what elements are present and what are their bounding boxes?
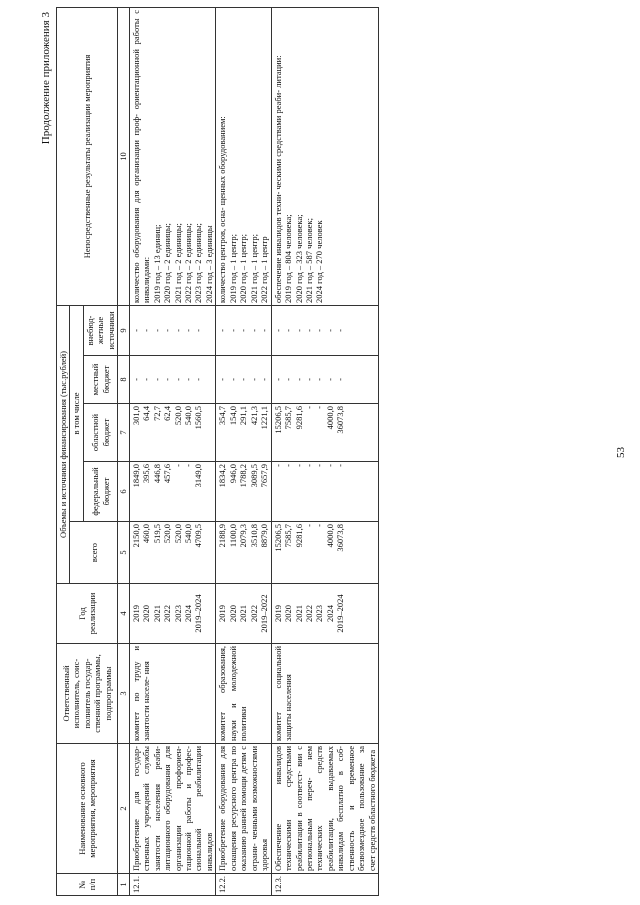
- federal-cell: [271, 462, 379, 522]
- result-line: 2020 год – 323 человека;: [293, 214, 304, 303]
- total-cell-value: 4709,5: [193, 524, 204, 548]
- extra-budget-cell-value: -: [272, 329, 283, 332]
- extra-budget-cell-value: -: [238, 329, 249, 332]
- column-number: 9: [118, 305, 129, 355]
- header-number: № п/п: [57, 874, 118, 896]
- year-cell: [271, 584, 379, 644]
- year-cell-value: 2019–2022: [259, 594, 270, 633]
- year-cell: [129, 584, 216, 644]
- total-cell-value: 520,0: [172, 524, 183, 544]
- regional-cell-value: 15206,5: [272, 406, 283, 434]
- year-cell-value: 2019: [130, 605, 141, 622]
- year-cell: [216, 584, 271, 644]
- local-cell-value: -: [293, 378, 304, 381]
- federal-cell-value: -: [324, 464, 335, 467]
- federal-cell-value: 395,6: [141, 464, 152, 484]
- year-cell-value: 2021: [293, 605, 304, 622]
- regional-cell: [216, 404, 271, 462]
- regional-cell-value: 9281,6: [293, 406, 304, 430]
- regional-cell-value: 540,0: [182, 406, 193, 426]
- year-cell-value: 2022: [303, 605, 314, 622]
- federal-cell-value: 3089,5: [248, 464, 259, 488]
- regional-cell: [129, 404, 216, 462]
- extra-budget-cell-value: -: [162, 329, 173, 332]
- result-line: 2019 год – 1 центр;: [227, 234, 238, 303]
- regional-cell-value: 4000,0: [324, 406, 335, 430]
- measure-executor: комитет социальной защиты населения: [271, 644, 379, 744]
- result-line: 2021 год – 2 единицы;: [172, 223, 183, 303]
- year-cell-value: 2022: [248, 605, 259, 622]
- column-number: 10: [118, 7, 129, 305]
- extra-budget-cell: [216, 305, 271, 355]
- regional-cell-value: 36073,8: [335, 406, 346, 434]
- result-heading: количество центров, осна- щенных оборудованием:: [217, 116, 228, 303]
- column-number: 2: [118, 744, 129, 874]
- result-line: 2021 год – 1 центр;: [248, 234, 259, 303]
- local-cell-value: -: [272, 378, 283, 381]
- extra-budget-cell-value: -: [130, 329, 141, 332]
- year-cell-value: 2020: [141, 605, 152, 622]
- federal-cell-value: 457,6: [162, 464, 173, 484]
- header-financing: Объемы и источники финансирования (тыс.рублей): [57, 305, 70, 583]
- measure-number: 12.3.: [271, 874, 379, 896]
- total-cell-value: 520,0: [162, 524, 173, 544]
- regional-cell-value: 301,0: [130, 406, 141, 426]
- federal-cell-value: 446,8: [151, 464, 162, 484]
- extra-budget-cell-value: -: [217, 329, 228, 332]
- result-cell: [216, 7, 271, 305]
- total-cell-value: -: [303, 524, 314, 527]
- total-cell-value: 4000,0: [324, 524, 335, 548]
- total-cell-value: 8879,0: [259, 524, 270, 548]
- result-heading: количество оборудования для организации проф- ориентационной работы с инвалидами:: [130, 9, 152, 303]
- total-cell-value: -: [314, 524, 325, 527]
- local-cell-value: -: [238, 378, 249, 381]
- appendix-continuation-label: Продолжение приложения 3: [40, 12, 52, 145]
- federal-cell-value: -: [293, 464, 304, 467]
- total-cell: [129, 522, 216, 584]
- regional-cell-value: 64,4: [141, 406, 152, 421]
- extra-budget-cell-value: -: [151, 329, 162, 332]
- extra-budget-cell-value: -: [303, 329, 314, 332]
- total-cell-value: 460,0: [141, 524, 152, 544]
- local-cell: [129, 356, 216, 404]
- regional-cell-value: 520,0: [172, 406, 183, 426]
- column-number: 1: [118, 874, 129, 896]
- total-cell-value: 9281,6: [293, 524, 304, 548]
- federal-cell-value: 3149,0: [193, 464, 204, 488]
- extra-budget-cell-value: -: [324, 329, 335, 332]
- extra-budget-cell-value: -: [259, 329, 270, 332]
- column-number: 8: [118, 356, 129, 404]
- extra-budget-cell-value: -: [314, 329, 325, 332]
- column-number: 5: [118, 522, 129, 584]
- result-line: 2024 год – 3 единицы: [203, 225, 214, 303]
- local-cell-value: -: [324, 378, 335, 381]
- federal-cell-value: -: [314, 464, 325, 467]
- federal-cell-value: 946,0: [227, 464, 238, 484]
- program-measures-table: [56, 7, 379, 896]
- local-cell-value: -: [248, 378, 259, 381]
- federal-cell-value: 1834,2: [217, 464, 228, 488]
- regional-cell-value: 154,0: [227, 406, 238, 426]
- measure-executor: комитет по труду и занятости населе- ния: [129, 644, 216, 744]
- measure-name: Приобретение для государ- ственных учреждений службы занятости населения реаби- литационного оборудования для организации профориен- тационной работы и профес- сиональной реабилитации инвалидов: [129, 744, 216, 874]
- extra-budget-cell-value: -: [293, 329, 304, 332]
- measure-number: 12.1.: [129, 874, 216, 896]
- header-federal-budget: федеральный бюджет: [83, 462, 117, 522]
- total-cell: [216, 522, 271, 584]
- year-cell-value: 2021: [151, 605, 162, 622]
- year-cell-value: 2021: [238, 605, 249, 622]
- column-number: 7: [118, 404, 129, 462]
- federal-cell-value: -: [182, 464, 193, 467]
- result-line: 2021 год – 587 человек;: [303, 218, 314, 303]
- column-number: 6: [118, 462, 129, 522]
- total-cell-value: 2079,3: [238, 524, 249, 548]
- extra-budget-cell-value: -: [248, 329, 259, 332]
- local-cell-value: -: [303, 378, 314, 381]
- regional-cell-value: 291,1: [238, 406, 249, 426]
- header-regional-budget: областной бюджет: [83, 404, 117, 462]
- table-row: [216, 7, 271, 895]
- result-line: 2022 год – 2 единицы;: [182, 223, 193, 303]
- extra-budget-cell-value: -: [335, 329, 346, 332]
- total-cell-value: 1100,0: [227, 524, 238, 548]
- local-cell-value: -: [259, 378, 270, 381]
- total-cell-value: 36073,8: [335, 524, 346, 552]
- regional-cell-value: -: [314, 406, 325, 409]
- result-heading: обеспечение инвалидов техни- ческими средствами реаби- литации:: [272, 55, 283, 303]
- result-line: 2022 год – 1 центр: [259, 236, 270, 303]
- result-line: 2020 год – 1 центр;: [238, 234, 249, 303]
- regional-cell-value: -: [303, 406, 314, 409]
- local-cell-value: -: [227, 378, 238, 381]
- local-cell-value: -: [151, 378, 162, 381]
- federal-cell-value: 1849,0: [130, 464, 141, 488]
- total-cell-value: 15206,5: [272, 524, 283, 552]
- year-cell-value: 2024: [182, 605, 193, 622]
- result-cell: [271, 7, 379, 305]
- year-cell-value: 2019–2024: [335, 594, 346, 633]
- year-cell-value: 2024: [324, 605, 335, 622]
- regional-cell-value: 72,7: [151, 406, 162, 421]
- local-cell: [271, 356, 379, 404]
- measure-name: Приобретение оборудования для оснащения ресурсного центра по оказанию ранней помощи детям с ограни- ченными возможностями здоровья: [216, 744, 271, 874]
- extra-budget-cell-value: -: [227, 329, 238, 332]
- year-cell-value: 2023: [172, 605, 183, 622]
- page-number: 53: [615, 447, 627, 458]
- federal-cell-value: -: [303, 464, 314, 467]
- regional-cell-value: 1560,5: [193, 406, 204, 430]
- extra-budget-cell-value: -: [172, 329, 183, 332]
- federal-cell-value: -: [272, 464, 283, 467]
- federal-cell-value: -: [335, 464, 346, 467]
- result-line: 2020 год – 2 единицы;: [162, 223, 173, 303]
- extra-budget-cell-value: -: [193, 329, 204, 332]
- federal-cell-value: 1788,2: [238, 464, 249, 488]
- local-cell-value: -: [335, 378, 346, 381]
- header-year: Год реализации: [57, 584, 118, 644]
- table-body: [118, 7, 379, 895]
- measure-number: 12.2.: [216, 874, 271, 896]
- total-cell-value: 3510,8: [248, 524, 259, 548]
- total-cell-value: 7585,7: [283, 524, 294, 548]
- column-number: 3: [118, 644, 129, 744]
- header-measure-name: Наименование основного мероприятия, мероприятия: [57, 744, 118, 874]
- year-cell-value: 2022: [162, 605, 173, 622]
- year-cell-value: 2019–2024: [193, 594, 204, 633]
- year-cell-value: 2019: [272, 605, 283, 622]
- header-extra-budget: внебюд- жетные источники: [83, 305, 117, 355]
- federal-cell: [129, 462, 216, 522]
- extra-budget-cell-value: -: [141, 329, 152, 332]
- regional-cell-value: 62,4: [162, 406, 173, 421]
- regional-cell-value: 421,3: [248, 406, 259, 426]
- total-cell-value: 540,0: [182, 524, 193, 544]
- year-cell-value: 2020: [227, 605, 238, 622]
- header-including: в том числе: [70, 305, 83, 521]
- header-total: всего: [70, 522, 118, 584]
- extra-budget-cell: [129, 305, 216, 355]
- result-line: 2019 год – 13 единиц;: [151, 224, 162, 303]
- local-cell-value: -: [141, 378, 152, 381]
- total-cell: [271, 522, 379, 584]
- local-cell-value: -: [172, 378, 183, 381]
- total-cell-value: 519,5: [151, 524, 162, 544]
- measure-name: Обеспечение инвалидов техническими средствами реабилитации в соответст- вии с региональным переч- нем технических средств реабилитации, выдаваемых инвалидам бесплатно в соб- ственность и временное безвозмездное пользование за счет средств областного бюджета: [271, 744, 379, 874]
- table-row: [129, 7, 216, 895]
- column-number: 4: [118, 584, 129, 644]
- local-cell-value: -: [314, 378, 325, 381]
- local-cell-value: -: [283, 378, 294, 381]
- federal-cell-value: -: [283, 464, 294, 467]
- local-cell-value: -: [182, 378, 193, 381]
- local-cell-value: -: [193, 378, 204, 381]
- federal-cell-value: -: [172, 464, 183, 467]
- header-local-budget: местный бюджет: [83, 356, 117, 404]
- local-cell-value: -: [162, 378, 173, 381]
- measure-executor: комитет образования, науки и молодежной политики: [216, 644, 271, 744]
- extra-budget-cell: [271, 305, 379, 355]
- result-cell: [129, 7, 216, 305]
- table-row: [271, 7, 379, 895]
- regional-cell-value: 1221,1: [259, 406, 270, 430]
- total-cell-value: 2150,0: [130, 524, 141, 548]
- local-cell-value: -: [130, 378, 141, 381]
- result-line: 2024 год – 270 человек: [314, 220, 325, 303]
- local-cell: [216, 356, 271, 404]
- regional-cell: [271, 404, 379, 462]
- year-cell-value: 2019: [217, 605, 228, 622]
- regional-cell-value: 7585,7: [283, 406, 294, 430]
- total-cell-value: 2188,9: [217, 524, 228, 548]
- regional-cell-value: 354,7: [217, 406, 228, 426]
- header-results: Непосредственные результаты реализации мероприятия: [57, 7, 118, 305]
- extra-budget-cell-value: -: [283, 329, 294, 332]
- federal-cell-value: 7657,9: [259, 464, 270, 488]
- extra-budget-cell-value: -: [182, 329, 193, 332]
- year-cell-value: 2023: [314, 605, 325, 622]
- column-number-row: [118, 7, 129, 895]
- result-line: 2019 год – 804 человека;: [283, 214, 294, 303]
- local-cell-value: -: [217, 378, 228, 381]
- federal-cell: [216, 462, 271, 522]
- result-line: 2023 год – 2 единицы;: [193, 223, 204, 303]
- year-cell-value: 2020: [283, 605, 294, 622]
- header-executor: Ответственный исполнитель, соис- полнитель государ- ственной программы, подпрограммы: [57, 644, 118, 744]
